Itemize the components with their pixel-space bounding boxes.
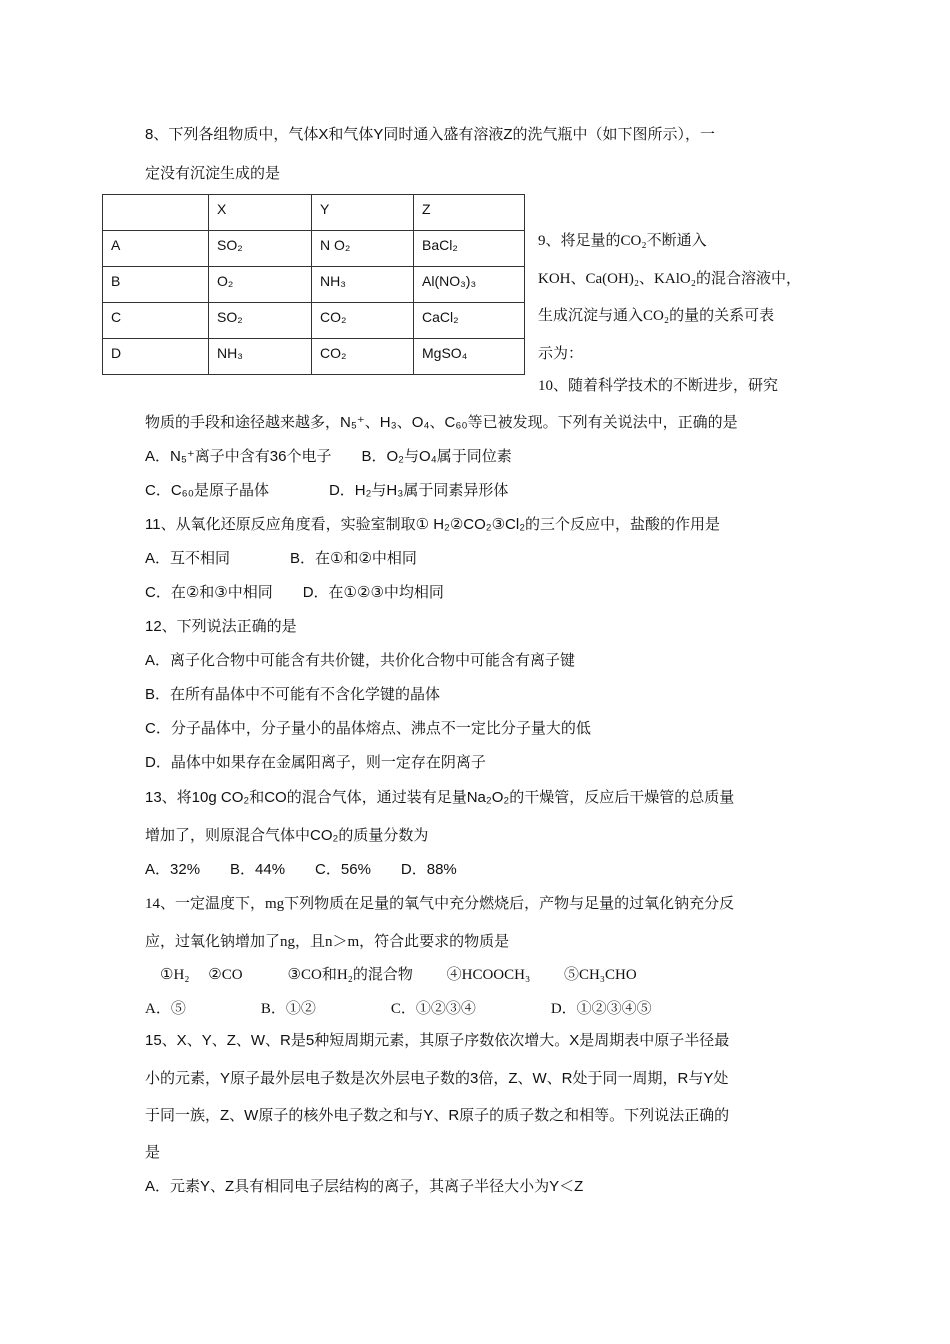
table-cell: CaCl₂: [414, 303, 525, 339]
table-cell: A: [103, 231, 209, 267]
table-cell: X: [209, 195, 312, 231]
q12-option-c: C．分子晶体中，分子量小的晶体熔点、沸点不一定比分子量大的低: [145, 720, 591, 737]
q8-stem-line-1: 8、下列各组物质中，气体X和气体Y同时通入盛有溶液Z的洗气瓶中（如下图所示），一: [145, 126, 716, 143]
table-cell: SO₂: [209, 303, 312, 339]
q13-stem-line-1: 13、将10g CO₂和CO的混合气体，通过装有足量Na₂O₂的干燥管，反应后干燥管的总质量: [145, 789, 735, 806]
q8-stem-line-2: 定没有沉淀生成的是: [145, 165, 281, 182]
q8-table: [102, 194, 525, 375]
q10-line-1: 10、随着科学技术的不断进步，研究: [538, 378, 779, 394]
table-cell: D: [103, 339, 209, 375]
q14-stem-line-1: 14、一定温度下，mg下列物质在足量的氧气中充分燃烧后，产物与足量的过氧化钠充分反: [145, 896, 735, 912]
q13-options: A．32% B．44% C．56% D．88%: [145, 861, 457, 878]
table-cell: N O₂: [312, 231, 414, 267]
q11-stem: 11、从氧化还原反应角度看，实验室制取① H₂②CO₂③Cl₂的三个反应中，盐酸的作用是: [145, 516, 721, 533]
table-cell: Z: [414, 195, 525, 231]
q11-options-ab: A．互不相同 B．在①和②中相同: [145, 550, 417, 567]
table-cell: SO₂: [209, 231, 312, 267]
q14-stem-line-2: 应，过氧化钠增加了ng，且n＞m，符合此要求的物质是: [145, 934, 510, 950]
q10-options-ab: A．N₅⁺离子中含有36个电子 B．O₂与O₄属于同位素: [145, 448, 512, 465]
q10-options-cd: C．C₆₀是原子晶体 D．H₂与H₃属于同素异形体: [145, 482, 509, 499]
table-row: [103, 231, 525, 267]
q14-items: ①H₂ ②CO ③CO和H₂的混合物 ④HCOOCH₃ ⑤CH₃CHO: [160, 967, 637, 983]
q12-option-d: D．晶体中如果存在金属阳离子，则一定存在阴离子: [145, 754, 486, 771]
q9-line-3: 生成沉淀与通入CO₂的量的关系可表: [538, 308, 775, 324]
q15-stem-line-2: 小的元素，Y原子最外层电子数是次外层电子数的3倍，Z、W、R处于同一周期，R与Y处: [145, 1070, 729, 1087]
q15-option-a: A．元素Y、Z具有相同电子层结构的离子，其离子半径大小为Y＜Z: [145, 1178, 584, 1195]
q9-line-1: 9、将足量的CO₂不断通入: [538, 233, 707, 249]
q14-options: A．⑤ B．①② C．①②③④ D．①②③④⑤: [145, 1001, 652, 1017]
table-row: [103, 267, 525, 303]
table-cell: MgSO₄: [414, 339, 525, 375]
table-cell: B: [103, 267, 209, 303]
table-row: [103, 303, 525, 339]
table-cell: CO₂: [312, 303, 414, 339]
q15-stem-line-4: 是: [145, 1144, 161, 1161]
q12-option-a: A．离子化合物中可能含有共价键，共价化合物中可能含有离子键: [145, 652, 576, 669]
q9-line-4: 示为：: [538, 346, 584, 362]
table-cell: O₂: [209, 267, 312, 303]
table-cell: C: [103, 303, 209, 339]
table-cell: NH₃: [312, 267, 414, 303]
table-cell: BaCl₂: [414, 231, 525, 267]
q11-options-cd: C．在②和③中相同 D．在①②③中均相同: [145, 584, 444, 601]
q12-stem: 12、下列说法正确的是: [145, 618, 297, 635]
q15-stem-line-1: 15、X、Y、Z、W、R是5种短周期元素，其原子序数依次增大。X是周期表中原子半径最: [145, 1032, 730, 1049]
table-cell: CO₂: [312, 339, 414, 375]
table-header-row: [103, 195, 525, 231]
table-cell: NH₃: [209, 339, 312, 375]
table-cell: Y: [312, 195, 414, 231]
table-cell: [103, 195, 209, 231]
q9-line-2: KOH、Ca(OH)₂、KAlO₂的混合溶液中，: [538, 271, 801, 287]
q15-stem-line-3: 于同一族，Z、W原子的核外电子数之和与Y、R原子的质子数之和相等。下列说法正确的: [145, 1107, 730, 1124]
q13-stem-line-2: 增加了，则原混合气体中CO₂的质量分数为: [145, 827, 429, 844]
table-cell: Al(NO₃)₃: [414, 267, 525, 303]
q12-option-b: B．在所有晶体中不可能有不含化学键的晶体: [145, 686, 441, 703]
q10-line-2: 物质的手段和途径越来越多，N₅⁺、H₃、O₄、C₆₀等已被发现。下列有关说法中，正确的是: [145, 414, 738, 431]
table-row: [103, 339, 525, 375]
